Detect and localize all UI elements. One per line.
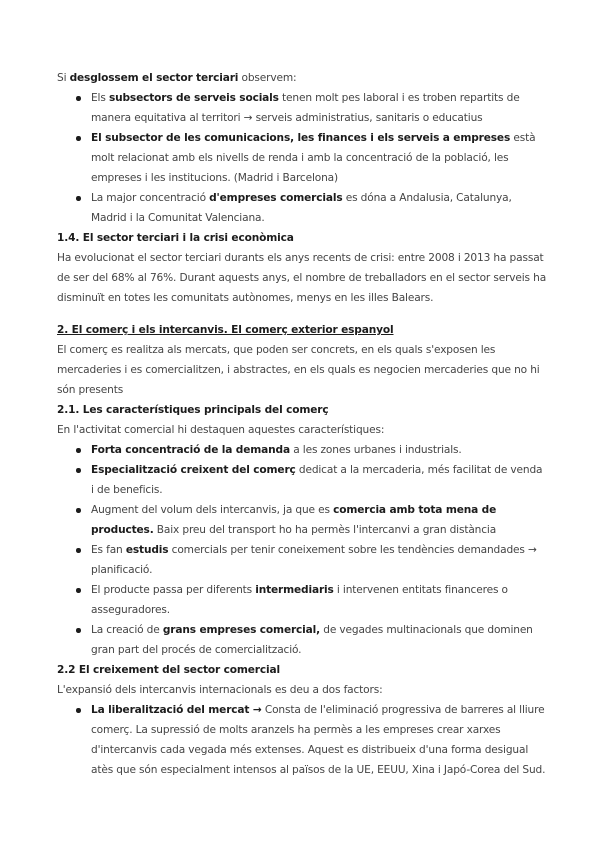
- list-item: La creació de grans empreses comercial, de vegades multinacionals que dominen gran part del procés de comercialització.: [91, 620, 547, 660]
- list-item: Especialització creixent del comerç dedicat a la mercaderia, més facilitat de venda i de beneficis.: [91, 460, 547, 500]
- growth-factors-list: [57, 700, 547, 780]
- list-item: La liberalització del mercat → Consta de l'eliminació progressiva de barreres al lliure comerç. La supressió de molts aranzels ha permès a les empreses crear xarxes d'intercanvis cada vegada més extenses. Aquest es distribueix d'una forma desigual atès que són especialment intensos al països de la UE, EEUU, Xina i Japó-Corea del Sud.: [91, 700, 547, 780]
- section-heading-1-4: 1.4. El sector terciari i la crisi econòmica: [57, 232, 294, 244]
- list-item: El subsector de les comunicacions, les finances i els serveis a empreses està molt relacionat amb els nivells de renda i amb la concentració de la població, les empreses i les institucions. (Madrid i Barcelona): [91, 128, 547, 188]
- section-2-body: El comerç es realitza als mercats, que poden ser concrets, en els quals s'exposen les mercaderies i es comercialitzen, i abstractes, en els quals es negocien mercaderies que no hi són presents: [57, 344, 540, 396]
- intro-emphasis: desglossem el sector terciari: [69, 72, 239, 84]
- list-item: La major concentració d'empreses comercials es dóna a Andalusia, Catalunya, Madrid i la Comunitat Valenciana.: [91, 188, 547, 228]
- section-1-4-body: Ha evolucionat el sector terciari durants els anys recents de crisi: entre 2008 i 2013 ha passat de ser del 68% al 76%. Durant aquests anys, el nombre de treballadors en el sector serveis ha disminuït en totes les comunitats autònomes, menys en les illes Balears.: [57, 252, 547, 304]
- intro-paragraph: Si desglossem el sector terciari observem:: [57, 72, 297, 84]
- list-item: Augment del volum dels intercanvis, ja que es comercia amb tota mena de productes. Baix preu del transport ho ha permès l'intercanvi a gran distància: [91, 500, 547, 540]
- section-heading-2-2: 2.2 El creixement del sector comercial: [57, 664, 280, 676]
- section-2-2-body: L'expansió dels intercanvis internacionals es deu a dos factors:: [57, 684, 383, 696]
- section-heading-2-1: 2.1. Les característiques principals del comerç: [57, 404, 329, 416]
- section-2-1-body: En l'activitat comercial hi destaquen aquestes característiques:: [57, 424, 385, 436]
- document-page: [57, 68, 547, 780]
- list-item: Els subsectors de serveis socials tenen molt pes laboral i es troben repartits de manera equitativa al territori → serveis administratius, sanitaris o educatius: [91, 88, 547, 128]
- list-item: Forta concentració de la demanda a les zones urbanes i industrials.: [91, 440, 547, 460]
- characteristics-list: [57, 440, 547, 660]
- sector-list: [57, 88, 547, 228]
- section-heading-2: 2. El comerç i els intercanvis. El comerç exterior espanyol: [57, 324, 394, 336]
- list-item: El producte passa per diferents intermediaris i intervenen entitats financeres o asseguradores.: [91, 580, 547, 620]
- list-item: Es fan estudis comercials per tenir coneixement sobre les tendències demandades → planificació.: [91, 540, 547, 580]
